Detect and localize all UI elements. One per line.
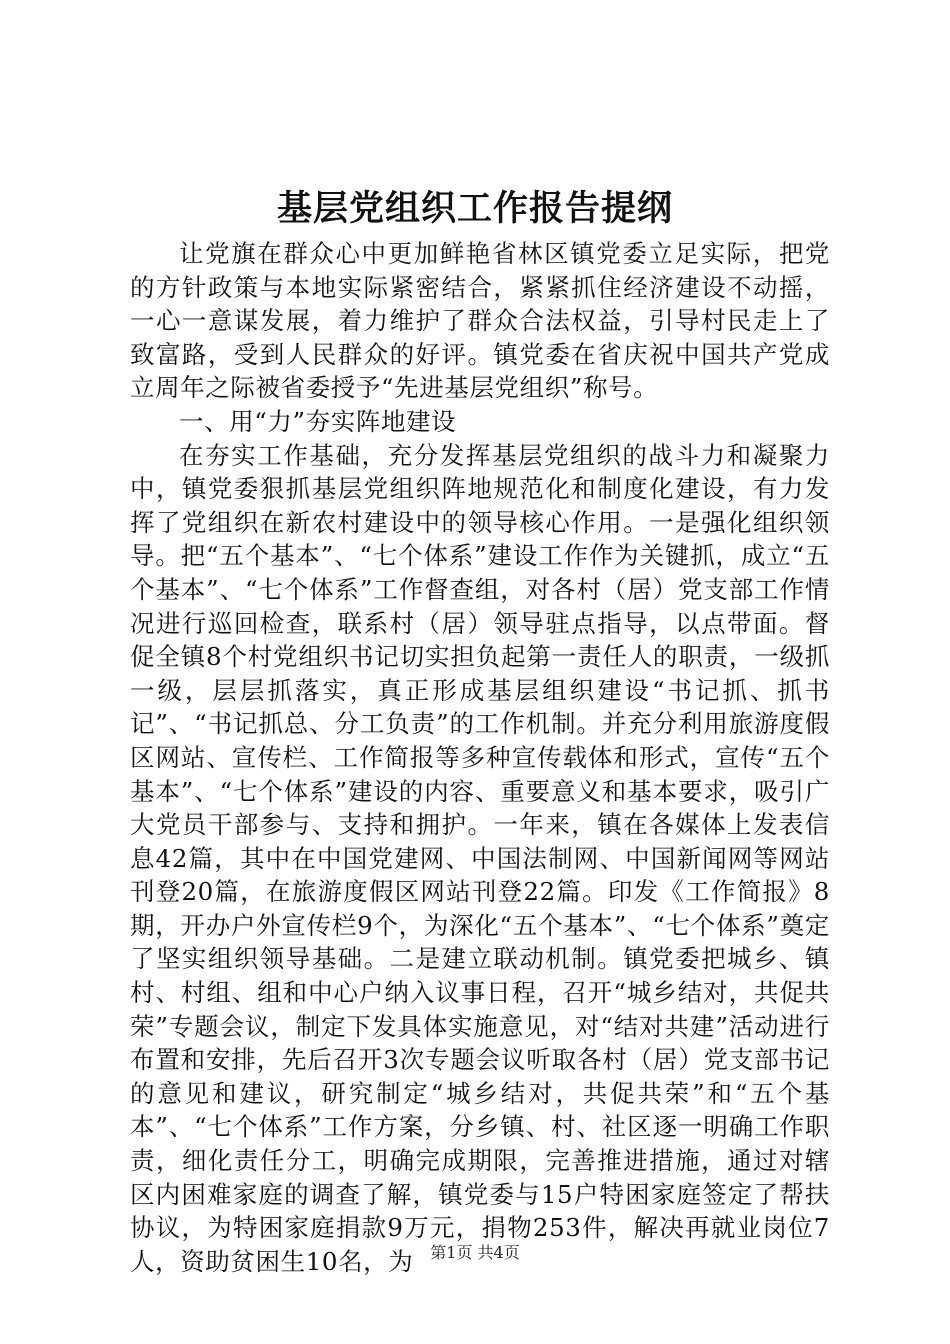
intro-paragraph: 让党旗在群众心中更加鲜艳省林区镇党委立足实际，把党的方针政策与本地实际紧密结合，紧紧抓住经济建设不动摇，一心一意谋发展，着力维护了群众合法权益，引导村民走上了致富路，受到人民群众的好评。镇党委在省庆祝中国共产党成立周年之际被省委授予“先进基层党组织”称号。 xyxy=(130,239,830,403)
page-footer: 第1页 共4页 xyxy=(430,1243,520,1262)
section-heading: 一、用“力”夯实阵地建设 xyxy=(179,406,457,436)
document-title: 基层党组织工作报告提纲 xyxy=(276,188,673,229)
body-paragraph: 在夯实工作基础，充分发挥基层党组织的战斗力和凝聚力中，镇党委狠抓基层党组织阵地规范化和制度化建设，有力发挥了党组织在新农村建设中的领导核心作用。一是强化组织领导。把“五个基本”、“七个体系”建设工作作为关键抓，成立“五个基本”、“七个体系”工作督查组，对各村（居）党支部工作情况进行巡回检查，联系村（居）领导驻点指导，以点带面。督促全镇8个村党组织书记切实担负起第一责任人的职责，一级抓一级，层层抓落实，真正形成基层组织建设“书记抓、抓书记”、“书记抓总、分工负责”的工作机制。并充分利用旅游度假区网站、宣传栏、工作简报等多种宣传载体和形式，宣传“五个基本”、“七个体系”建设的内容、重要意义和基本要求，吸引广大党员干部参与、支持和拥护。一年来，镇在各媒体上发表信息42篇，其中在中国党建网、中国法制网、中国新闻网等网站刊登20篇，在旅游度假区网站刊登22篇。印发《工作简报》8期，开办户外宣传栏9个，为深化“五个基本”、“七个体系”奠定了坚实组织领导基础。二是建立联动机制。镇党委把城乡、镇村、村组、组和中心户纳入议事日程，召开“城乡结对，共促共荣”专题会议，制定下发具体实施意见，对“结对共建”活动进行布置和安排，先后召开3次专题会议听取各村（居）党支部书记的意见和建议，研究制定“城乡结对，共促共荣”和“五个基本”、“七个体系”工作方案，分乡镇、村、社区逐一明确工作职责，细化责任分工，明确完成期限，完善推进措施，通过对辖区内困难家庭的调查了解，镇党委与15户特困家庭签定了帮扶协议，为特困家庭捐款9万元，捐物253件，解决再就业岗位7人，资助贫困生10名，为 xyxy=(130,440,830,1276)
document-body xyxy=(130,237,830,1278)
